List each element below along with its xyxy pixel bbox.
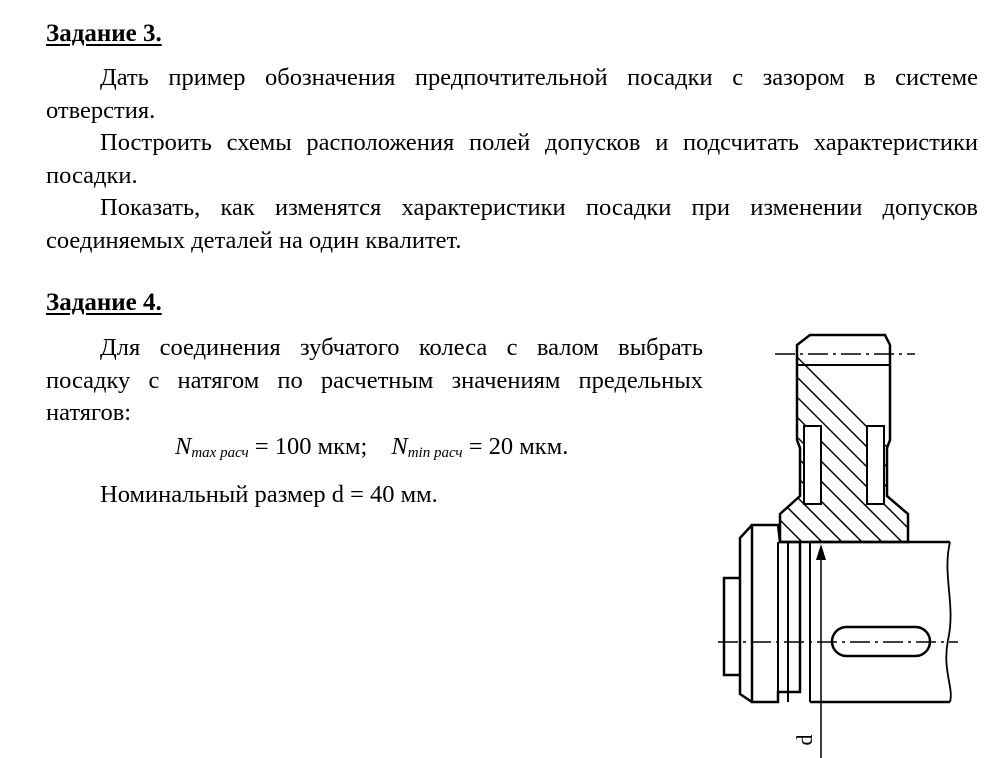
gear-hatching (700, 320, 990, 560)
nmax-subscript: max расч (191, 445, 249, 461)
task4-paragraph: Для соединения зубчатого колеса с валом выбрать посадку с натягом по расчетным значениям предельных натягов: (46, 334, 703, 426)
task3-paragraph-3: Показать, как изменятся характеристики посадки при изменении допусков соединяемых деталей на один квалитет. (46, 194, 978, 254)
gear-shaft-drawing (700, 320, 990, 758)
interference-formula (175, 431, 568, 469)
dimension-label: d (792, 734, 817, 746)
task3-paragraph-2: Построить схемы расположения полей допусков и подсчитать характеристики посадки. (46, 129, 978, 189)
nominal-size: Номинальный размер d = 40 мм. (100, 481, 438, 508)
nmax-symbol: N (175, 433, 192, 460)
shaft-break (946, 542, 951, 702)
gear-right-slot (867, 426, 884, 504)
collar-left-cap (740, 525, 752, 702)
task3-heading: Задание 3. (46, 20, 162, 47)
task3-paragraph-1: Дать пример обозначения предпочтительной посадки с зазором в системе отверстия. (46, 64, 978, 124)
keyway-slot (832, 627, 930, 656)
gear-left-slot (804, 426, 821, 504)
nmin-subscript: min расч (407, 445, 463, 461)
shaft-collar (752, 525, 800, 702)
nmin-value: = 20 мкм. (462, 433, 569, 460)
nmax-value: = 100 мкм; (248, 433, 368, 460)
nmin-symbol: N (391, 433, 408, 460)
dimension-arrow (816, 544, 826, 560)
shaft-outline (810, 542, 950, 702)
task4-heading: Задание 4. (46, 289, 162, 316)
collar-tab (724, 578, 740, 675)
